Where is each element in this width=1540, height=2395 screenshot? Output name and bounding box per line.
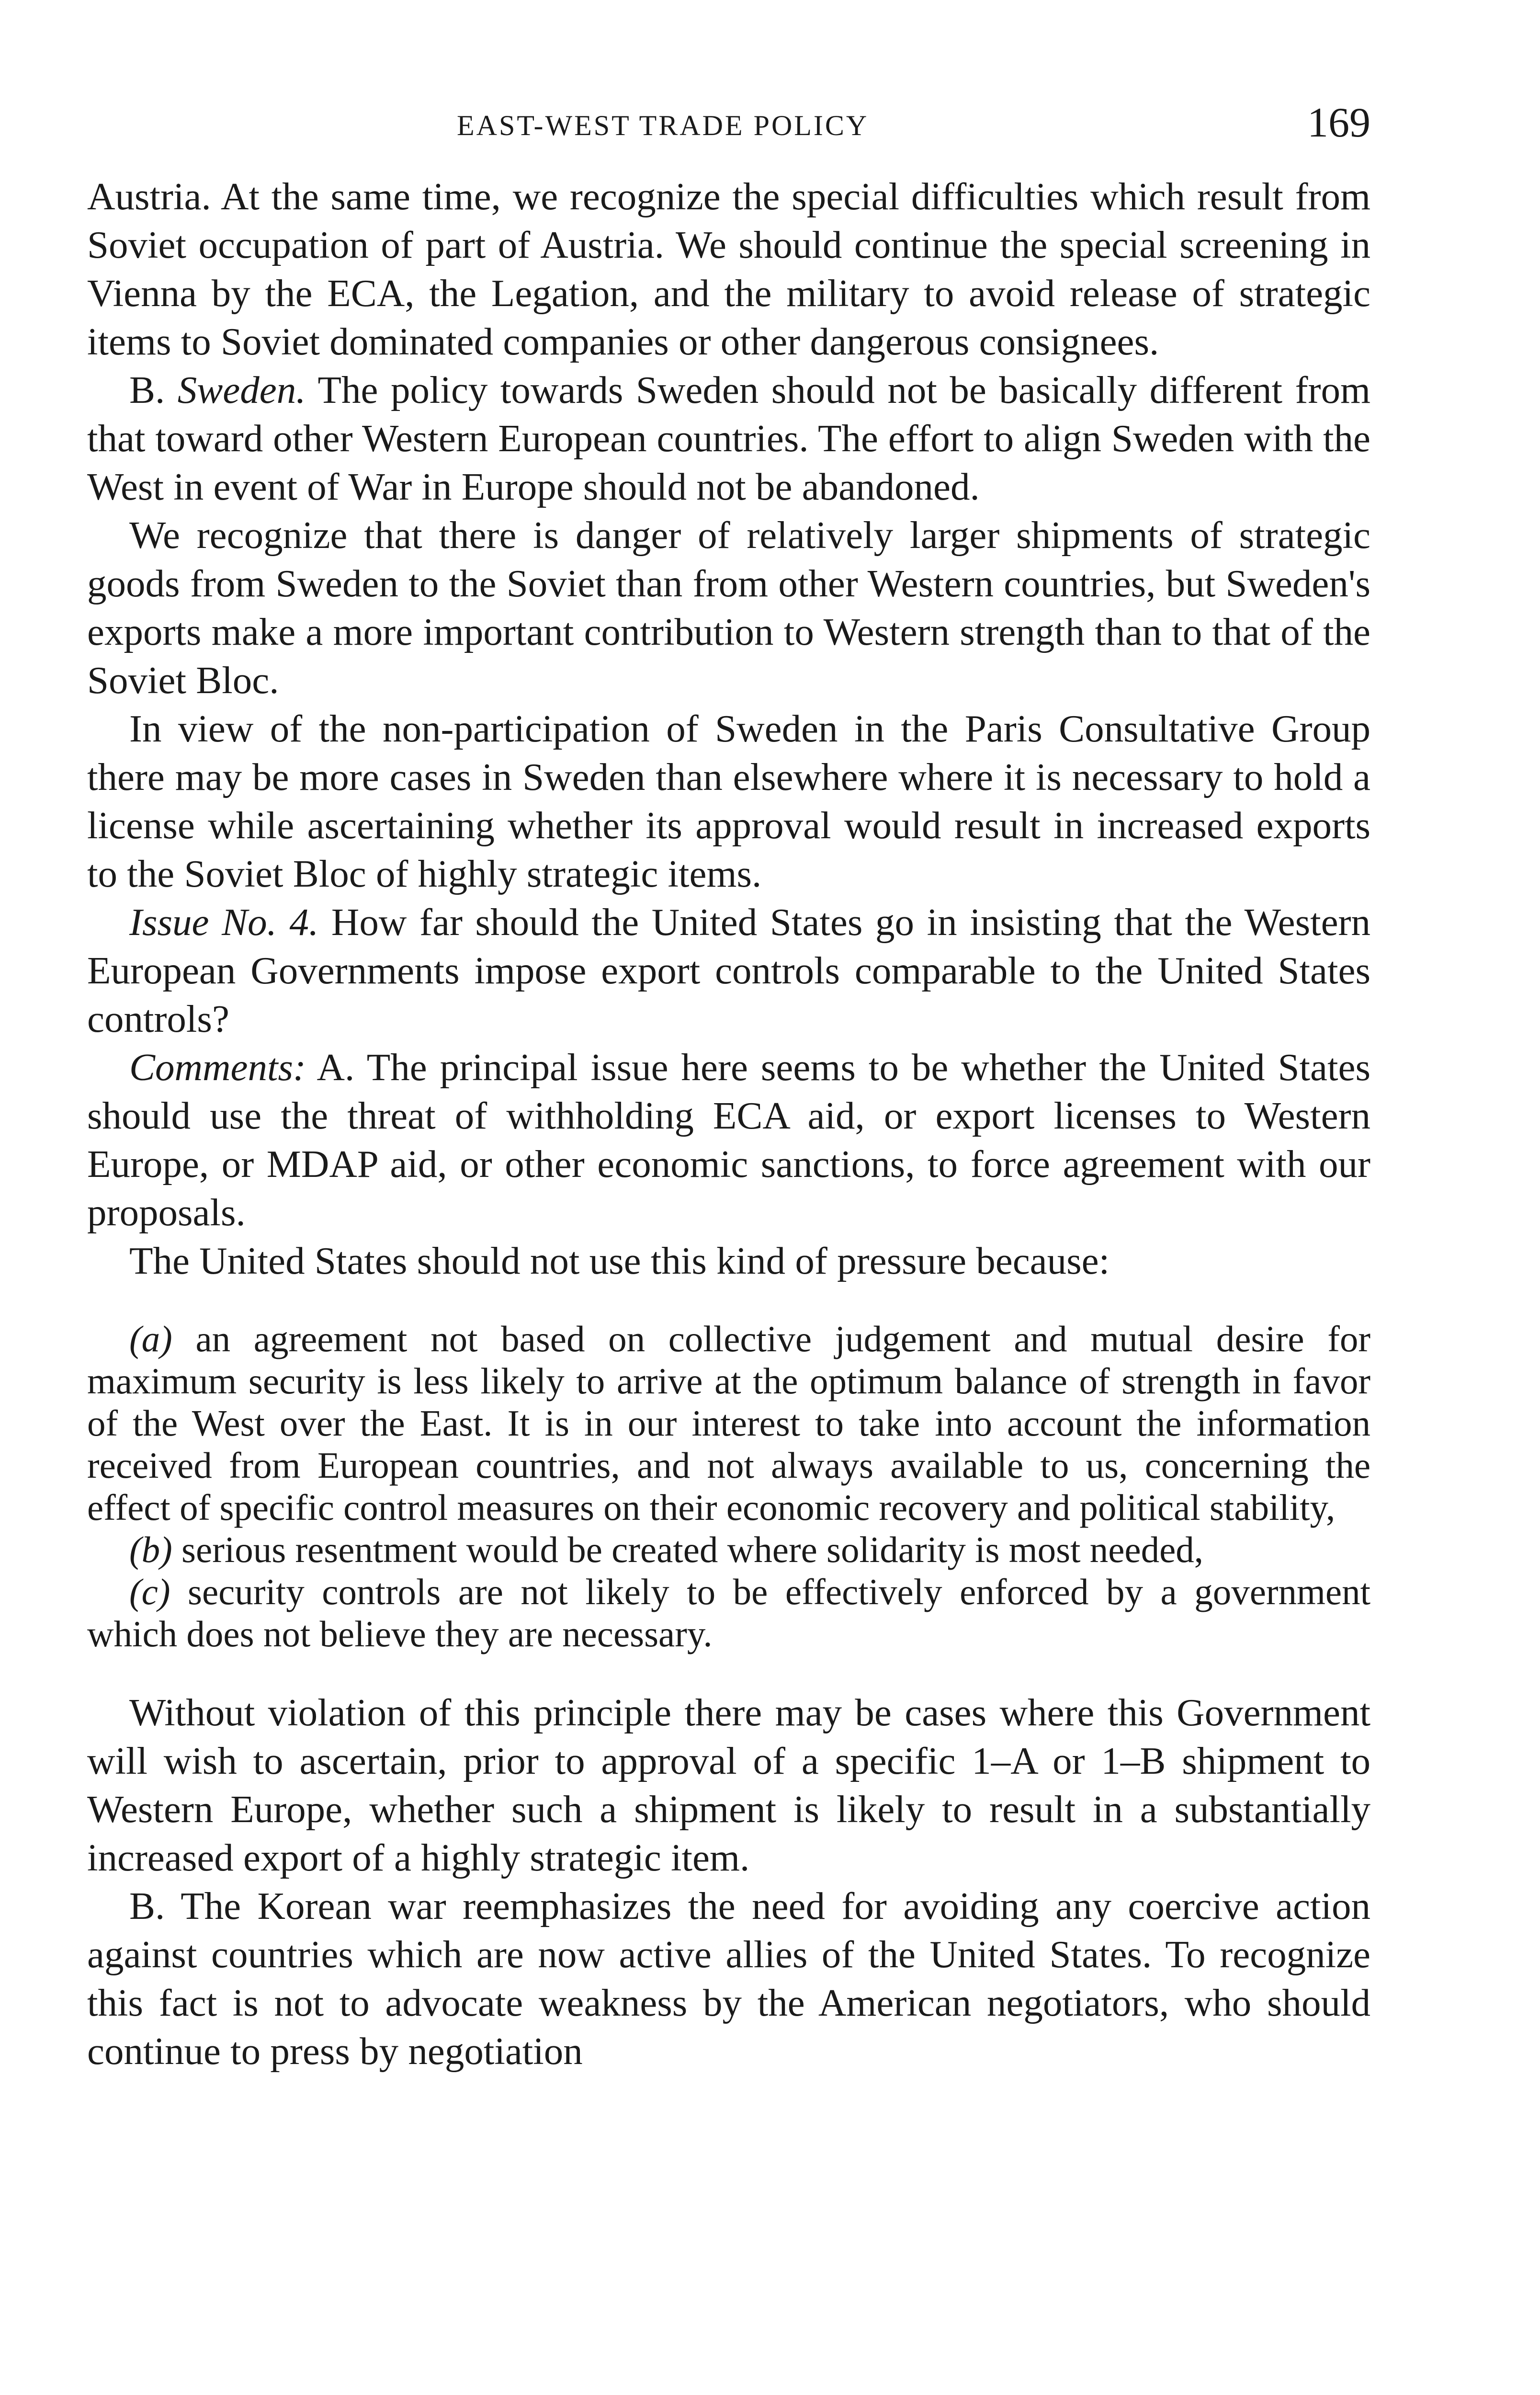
list-label-c: (c) [129, 1571, 170, 1612]
paragraph-issue-4 [87, 898, 1370, 1043]
list-text-b: serious resentment would be created where solidarity is most needed, [181, 1529, 1204, 1570]
list-item-c [87, 1571, 1370, 1655]
paragraph-text: The policy towards Sweden should not be basically different from that toward other Western European countries. The effort to align Sweden with the West in event of War in Europe should not be abandoned. [87, 368, 1370, 508]
paragraph-text: How far should the United States go in insisting that the Western European Governments impose export controls comparable to the United States controls? [87, 901, 1371, 1040]
page-header [87, 96, 1370, 153]
paragraph-korean-war: B. The Korean war reemphasizes the need for avoiding any coercive action against countries which are now active allies of the United States. To recognize this fact is not to advocate weakness by the American negotiators, who should continue to press by negotiation [87, 1884, 1370, 2073]
list-label-a: (a) [129, 1318, 172, 1359]
list-text-c: security controls are not likely to be effectively enforced by a government which does not believe they are necessary. [87, 1571, 1371, 1654]
list-item-a [87, 1318, 1370, 1528]
paragraph-paris-group: In view of the non-participation of Sweden in the Paris Consultative Group there may be more cases in Sweden than elsewhere where it is necessary to hold a license while ascertaining whether its approval would result in increased exports to the Soviet Bloc of highly strategic items. [87, 707, 1370, 895]
paragraph-comments [87, 1043, 1370, 1237]
list-item-b [87, 1528, 1370, 1571]
issue-heading: Issue No. 4. [129, 901, 319, 944]
paragraph-austria: Austria. At the same time, we recognize the special difficulties which result from Soviet occupation of part of Austria. We should continue the special screening in Vienna by the ECA, the Legation, and the military to avoid release of strategic items to Soviet dominated companies or other dangerous consignees. [87, 175, 1370, 363]
paragraph-pressure: The United States should not use this kind of pressure because: [129, 1239, 1110, 1282]
list-text-a: an agreement not based on collective judgement and mutual desire for maximum security is less likely to arrive at the optimum balance of strength in favor of the West over the East. It is in our interest to take into account the information received from European countries, and not always available to us, concerning the effect of specific control measures on their economic recovery and political stability, [87, 1318, 1370, 1528]
page-number: 169 [1307, 100, 1370, 146]
section-heading-sweden: Sweden. [177, 368, 306, 411]
comments-heading: Comments: [129, 1046, 306, 1089]
running-title: EAST-WEST TRADE POLICY [457, 110, 869, 141]
paragraph-without-violation: Without violation of this principle there may be cases where this Government will wish to ascertain, prior to approval of a specific 1–A or 1–B shipment to Western Europe, whether such a shipment is likely to result in a substantially increased export of a highly strategic item. [87, 1691, 1370, 1879]
paragraph-danger: We recognize that there is danger of relatively larger shipments of strategic goods from Sweden to the Soviet than from other Western countries, but Sweden's exports make a more important contribution to Western strength than to that of the Soviet Bloc. [87, 513, 1370, 702]
section-label: B. [129, 368, 165, 411]
paragraph-sweden [87, 366, 1370, 511]
paragraph-text: A. The principal issue here seems to be whether the United States should use the threat of withholding ECA aid, or export licenses to Western Europe, or MDAP aid, or other economic sanctions, to force agreement with our proposals. [87, 1046, 1370, 1234]
list-label-b: (b) [129, 1529, 172, 1570]
body-text [87, 172, 1370, 2076]
reasons-list [87, 1318, 1370, 1655]
